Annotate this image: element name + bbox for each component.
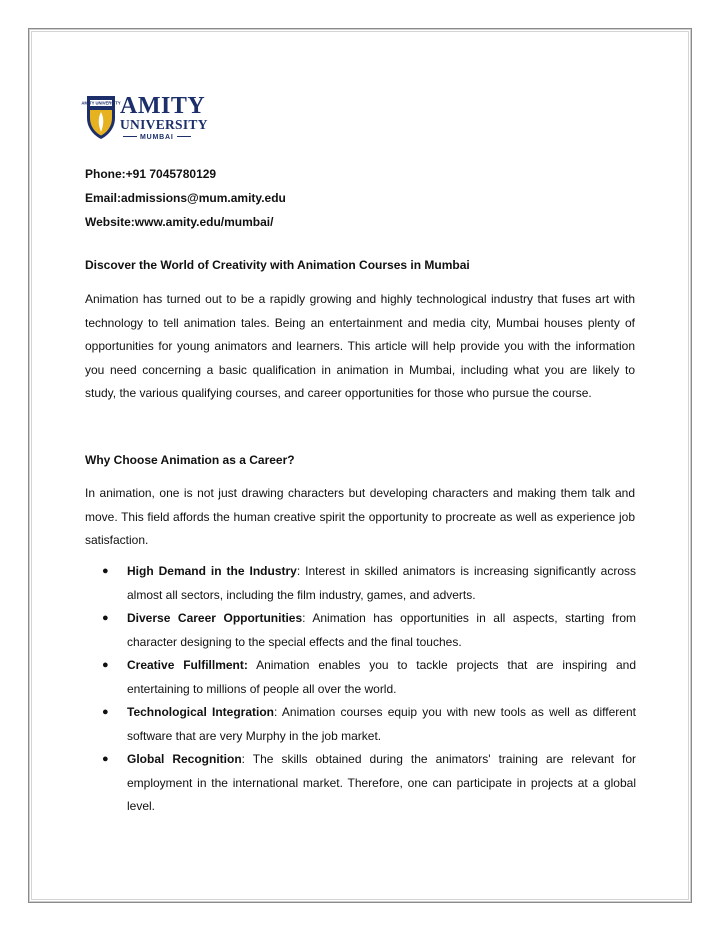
bullet-icon: ● — [102, 612, 109, 624]
list-item-text: Animation courses equip you with new tools as well as different software that are very Murphy in the job market. — [127, 705, 636, 743]
logo-city — [120, 134, 208, 141]
list-item-text: Animation enables you to tackle projects that are inspiring and entertaining to millions of people all over the world. — [127, 658, 637, 696]
bullet-icon: ● — [102, 659, 109, 671]
list-item: ● Global Recognition: The skills obtained during the animators' training are relevant for employment in the international market. Therefore, one can participate in projects at a global level. — [102, 748, 636, 819]
amity-crest-icon — [81, 94, 121, 140]
section-heading: Why Choose Animation as a Career? — [85, 453, 295, 467]
crest-label: AMITY UNIVERSITY — [81, 100, 121, 106]
article-title: Discover the World of Creativity with Animation Courses in Mumbai — [85, 258, 470, 272]
bullet-icon: ● — [102, 565, 109, 577]
list-item-text: The skills obtained during the animators' training are relevant for employment in the international market. Therefore, one can participate in projects at a global level. — [127, 752, 636, 813]
contact-block — [85, 162, 286, 234]
list-item-term: Global Recognition — [127, 752, 242, 766]
logo-city-label: MUMBAI — [140, 133, 174, 141]
bullet-icon: ● — [102, 753, 109, 765]
section-paragraph: In animation, one is not just drawing characters but developing characters and making them talk and move. This field affords the human creative spirit the opportunity to procreate as well as experience job satisfaction. — [85, 486, 635, 547]
list-item-text: Animation has opportunities in all aspects, starting from character designing to the special effects and the final touches. — [127, 611, 636, 649]
list-item-term: High Demand in the Industry — [127, 564, 297, 578]
contact-website: Website:www.amity.edu/mumbai/ — [85, 215, 274, 229]
list-item: ● High Demand in the Industry: Interest in skilled animators is increasing significantly across almost all sectors, including the film industry, games, and adverts. — [102, 560, 636, 607]
list-item-term: Creative Fulfillment: — [127, 658, 248, 672]
list-item-term: Technological Integration — [127, 705, 274, 719]
contact-phone: Phone:+91 7045780129 — [85, 167, 217, 181]
benefits-list — [102, 560, 636, 819]
bullet-icon: ● — [102, 706, 109, 718]
list-item-term: Diverse Career Opportunities — [127, 611, 303, 625]
list-item — [102, 654, 636, 701]
list-item-text: Interest in skilled animators is increasing significantly across almost all sectors, including the film industry, games, and adverts. — [127, 564, 637, 602]
intro-paragraph: Animation has turned out to be a rapidly growing and highly technological industry that fuses art with technology to tell animation tales. Being an entertainment and media city, Mumbai houses plenty of opportunities for young animators and learners. This article will help provide you with the information you need concerning a basic qualification in animation in Mumbai, including what you are likely to study, the various qualifying courses, and career opportunities for those who pursue the course. — [85, 292, 635, 400]
amity-university-logo — [81, 92, 208, 144]
list-item: ● Diverse Career Opportunities: Animation has opportunities in all aspects, starting from character designing to the special effects and the final touches. — [102, 607, 636, 654]
contact-email: Email:admissions@mum.amity.edu — [85, 191, 286, 205]
logo-subtitle: UNIVERSITY — [120, 117, 208, 132]
list-item: ● Technological Integration: Animation courses equip you with new tools as well as different software that are very Murphy in the job market. — [102, 701, 636, 748]
logo-wordmark: AMITY — [120, 93, 206, 119]
